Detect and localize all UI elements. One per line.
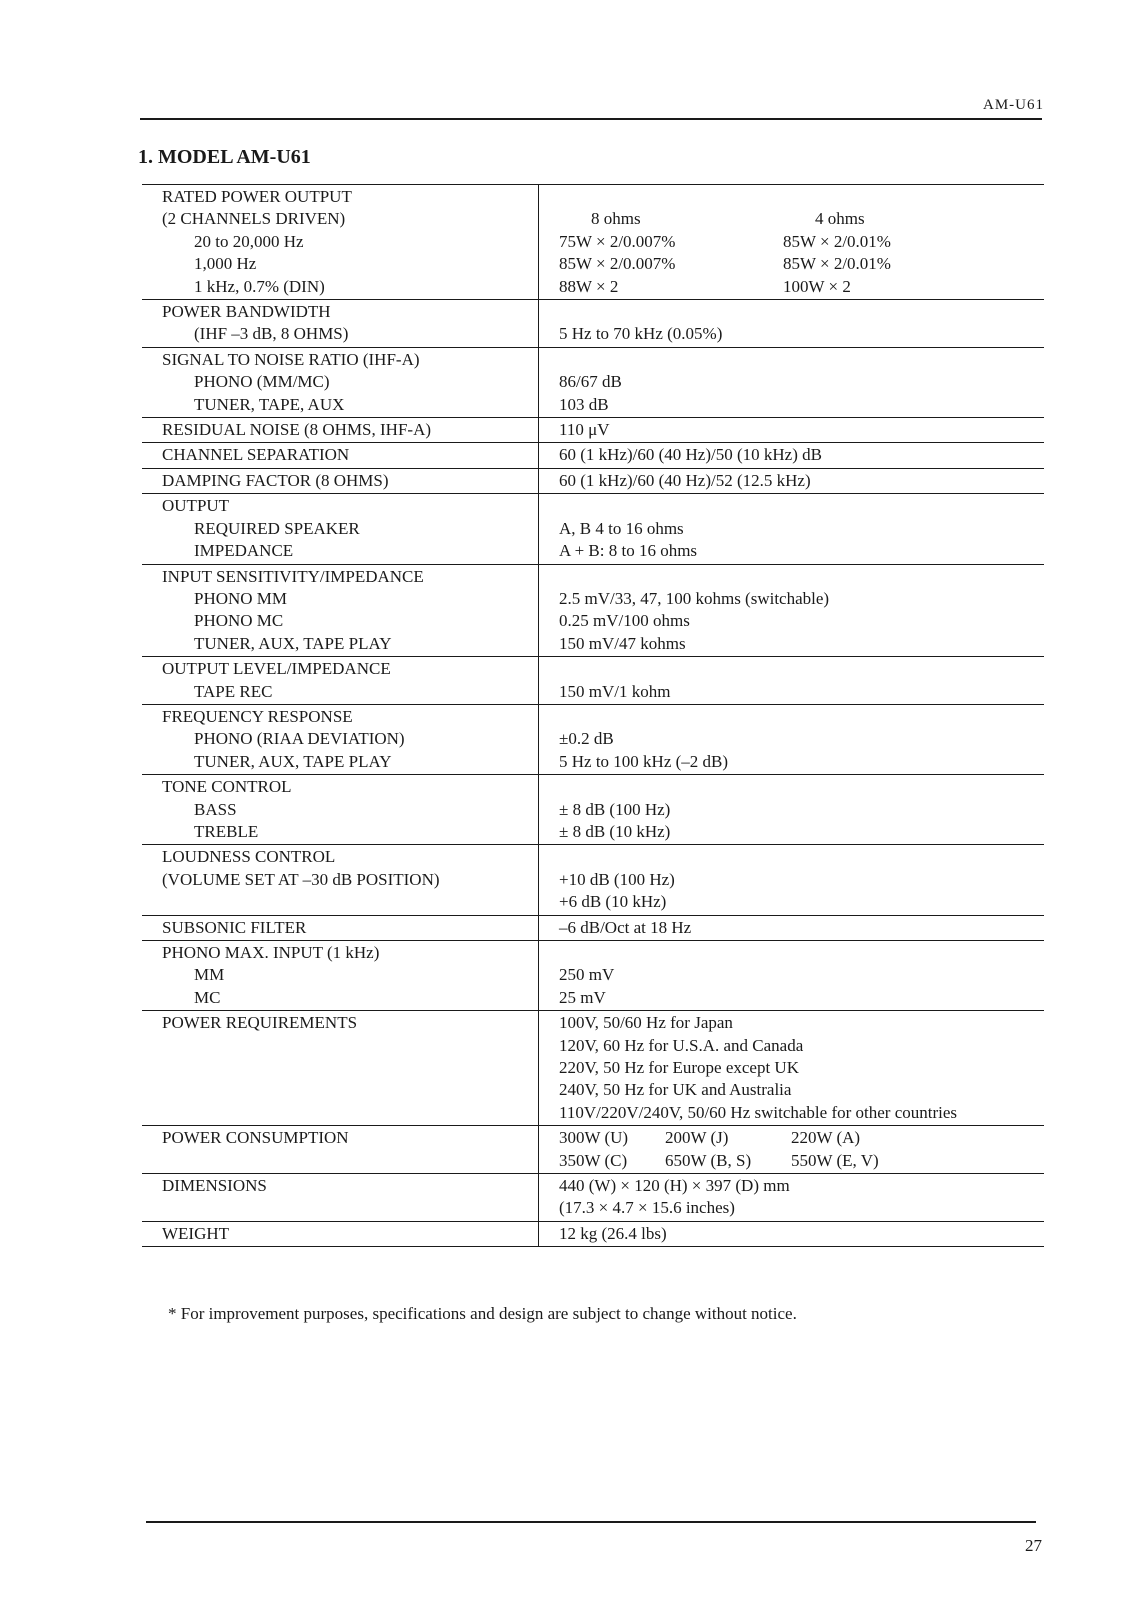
spec-sublabel: MM	[194, 965, 225, 985]
spec-sublabel: 20 to 20,000 Hz	[194, 231, 304, 251]
spec-value: (17.3 × 4.7 × 15.6 inches)	[559, 1198, 735, 1218]
spec-row-power-bandwidth	[142, 300, 1044, 348]
spec-value: 60 (1 kHz)/60 (40 Hz)/52 (12.5 kHz)	[559, 470, 811, 490]
spec-sublabel: (2 CHANNELS DRIVEN)	[162, 209, 346, 229]
spec-value: 300W (U)	[559, 1128, 629, 1148]
spec-sublabel: REQUIRED SPEAKER	[194, 518, 360, 538]
spec-value: A + B: 8 to 16 ohms	[559, 541, 698, 561]
spec-value: 650W (B, S)	[665, 1150, 752, 1170]
spec-row-power-consumption	[142, 1126, 1044, 1174]
spec-label: POWER REQUIREMENTS	[162, 1013, 358, 1033]
bottom-rule	[146, 1521, 1036, 1523]
column-header-8-ohms: 8 ohms	[591, 209, 641, 229]
spec-value: +10 dB (100 Hz)	[559, 869, 675, 889]
spec-label: OUTPUT LEVEL/IMPEDANCE	[162, 659, 391, 679]
spec-value: –6 dB/Oct at 18 Hz	[559, 917, 692, 937]
spec-label: WEIGHT	[162, 1223, 230, 1243]
spec-label: SUBSONIC FILTER	[162, 917, 307, 937]
spec-sublabel: TUNER, AUX, TAPE PLAY	[194, 633, 392, 653]
spec-value: 85W × 2/0.01%	[783, 231, 891, 251]
spec-value: 110 μV	[559, 420, 610, 440]
spec-value: 0.25 mV/100 ohms	[559, 611, 690, 631]
spec-value: 5 Hz to 70 kHz (0.05%)	[559, 324, 723, 344]
spec-value: +6 dB (10 kHz)	[559, 892, 667, 912]
spec-value: ±0.2 dB	[559, 729, 614, 749]
spec-label: SIGNAL TO NOISE RATIO (IHF-A)	[162, 349, 420, 369]
spec-sublabel: MC	[194, 987, 221, 1007]
page-number: 27	[1025, 1536, 1042, 1555]
spec-sublabel: PHONO (RIAA DEVIATION)	[194, 729, 405, 749]
spec-value: 60 (1 kHz)/60 (40 Hz)/50 (10 kHz) dB	[559, 445, 822, 465]
spec-value: 103 dB	[559, 394, 609, 414]
spec-sublabel: TAPE REC	[194, 681, 273, 701]
spec-label: TONE CONTROL	[162, 777, 292, 797]
spec-table	[142, 184, 1044, 1247]
spec-value: 25 mV	[559, 987, 606, 1007]
spec-value: 5 Hz to 100 kHz (–2 dB)	[559, 751, 729, 771]
spec-value: 150 mV/47 kohms	[559, 633, 686, 653]
spec-row-frequency-response	[142, 704, 1044, 774]
spec-label: RESIDUAL NOISE (8 OHMS, IHF-A)	[162, 420, 432, 440]
spec-label: RATED POWER OUTPUT	[162, 187, 352, 206]
spec-label: OUTPUT	[162, 496, 230, 516]
spec-value: 550W (E, V)	[791, 1150, 879, 1170]
spec-row-power-requirements	[142, 1011, 1044, 1126]
footnote: * For improvement purposes, specifications and design are subject to change without notice.	[168, 1304, 797, 1323]
spec-value: ± 8 dB (10 kHz)	[559, 821, 671, 841]
spec-value: 110V/220V/240V, 50/60 Hz switchable for other countries	[559, 1102, 958, 1122]
spec-row-tone-control	[142, 775, 1044, 845]
spec-value: 85W × 2/0.007%	[559, 254, 676, 274]
spec-sublabel: (VOLUME SET AT –30 dB POSITION)	[162, 869, 440, 889]
spec-value: 200W (J)	[665, 1128, 729, 1148]
spec-row-dimensions	[142, 1174, 1044, 1222]
spec-sublabel: PHONO (MM/MC)	[194, 372, 330, 392]
spec-label: DIMENSIONS	[162, 1176, 267, 1196]
spec-value: 440 (W) × 120 (H) × 397 (D) mm	[559, 1176, 790, 1196]
spec-value: 86/67 dB	[559, 372, 622, 392]
column-header-4-ohms: 4 ohms	[815, 209, 865, 229]
spec-value: 12 kg (26.4 lbs)	[559, 1223, 667, 1243]
spec-label: POWER BANDWIDTH	[162, 302, 331, 322]
spec-value: 85W × 2/0.01%	[783, 254, 891, 274]
spec-sublabel: TREBLE	[194, 821, 259, 841]
spec-row-output-level	[142, 657, 1044, 705]
spec-value: 120V, 60 Hz for U.S.A. and Canada	[559, 1035, 804, 1055]
spec-sublabel: TUNER, TAPE, AUX	[194, 394, 345, 414]
spec-value: 240V, 50 Hz for UK and Australia	[559, 1080, 792, 1100]
spec-row-rated-power	[142, 185, 1044, 300]
spec-row-loudness-control	[142, 845, 1044, 915]
section-title: 1. MODEL AM-U61	[138, 146, 311, 168]
spec-row-weight	[142, 1221, 1044, 1246]
spec-label: POWER CONSUMPTION	[162, 1128, 349, 1148]
spec-sublabel: PHONO MM	[194, 588, 288, 608]
spec-value: 220W (A)	[791, 1128, 861, 1148]
spec-value: A, B 4 to 16 ohms	[559, 518, 684, 538]
spec-row-phono-max-input	[142, 941, 1044, 1011]
spec-label: LOUDNESS CONTROL	[162, 847, 336, 867]
spec-sublabel: 1,000 Hz	[194, 254, 257, 274]
spec-sublabel: IMPEDANCE	[194, 541, 294, 561]
top-rule	[140, 118, 1042, 120]
spec-value: 100V, 50/60 Hz for Japan	[559, 1013, 733, 1033]
spec-sublabel: TUNER, AUX, TAPE PLAY	[194, 751, 392, 771]
spec-value: 2.5 mV/33, 47, 100 kohms (switchable)	[559, 588, 830, 608]
spec-label: DAMPING FACTOR (8 OHMS)	[162, 470, 389, 490]
spec-sublabel: (IHF –3 dB, 8 OHMS)	[194, 324, 349, 344]
spec-label: PHONO MAX. INPUT (1 kHz)	[162, 943, 380, 962]
spec-value: 88W × 2	[559, 276, 619, 296]
spec-value: 250 mV	[559, 965, 615, 985]
spec-row-snr	[142, 347, 1044, 417]
spec-row-subsonic-filter	[142, 915, 1044, 940]
spec-label: INPUT SENSITIVITY/IMPEDANCE	[162, 566, 424, 586]
spec-label: FREQUENCY RESPONSE	[162, 706, 353, 726]
spec-row-channel-separation	[142, 443, 1044, 468]
spec-value: 75W × 2/0.007%	[559, 231, 676, 251]
spec-value: ± 8 dB (100 Hz)	[559, 799, 671, 819]
spec-sublabel: PHONO MC	[194, 611, 284, 631]
spec-value: 100W × 2	[783, 276, 851, 296]
model-tag: AM-U61	[983, 97, 1044, 113]
spec-value: 150 mV/1 kohm	[559, 681, 671, 701]
spec-label: CHANNEL SEPARATION	[162, 445, 350, 465]
spec-row-damping-factor	[142, 468, 1044, 493]
spec-value: 220V, 50 Hz for Europe except UK	[559, 1058, 799, 1078]
spec-row-residual-noise	[142, 418, 1044, 443]
spec-row-input-sensitivity	[142, 564, 1044, 657]
spec-sublabel: BASS	[194, 799, 237, 819]
spec-value: 350W (C)	[559, 1150, 628, 1170]
spec-sublabel: 1 kHz, 0.7% (DIN)	[194, 276, 325, 296]
spec-row-output	[142, 494, 1044, 564]
